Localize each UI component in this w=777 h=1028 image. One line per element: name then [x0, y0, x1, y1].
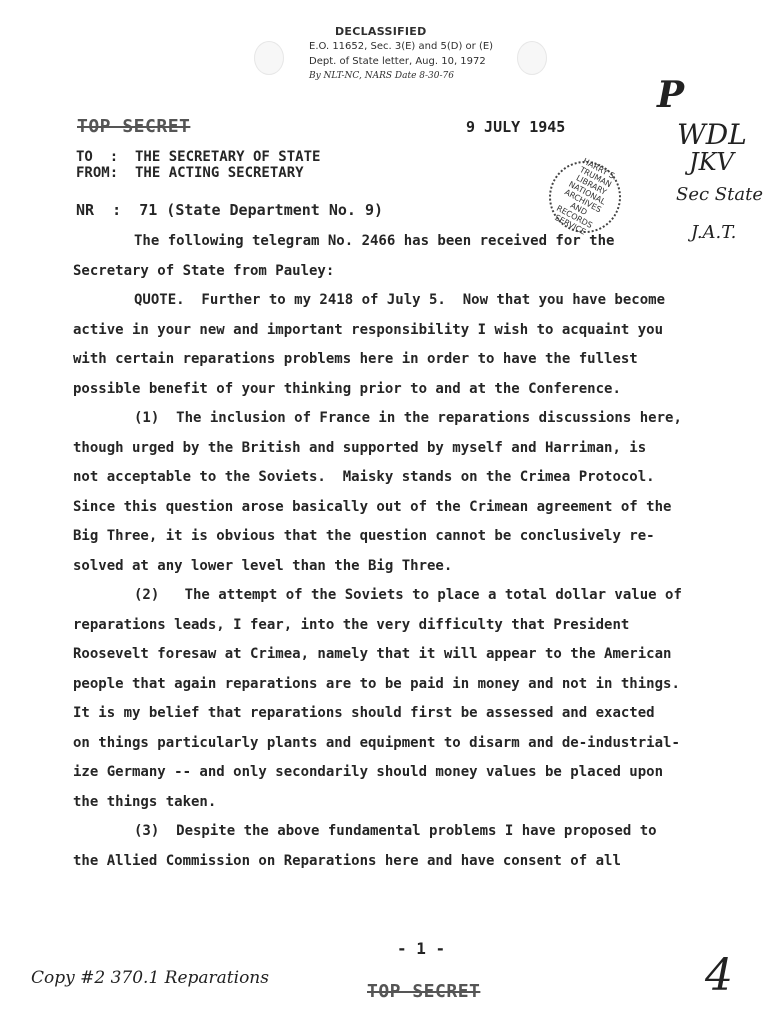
- body-line: reparations leads, I fear, into the very difficulty that President: [73, 616, 630, 633]
- body-line: not acceptable to the Soviets. Maisky stands on the Crimea Protocol.: [73, 469, 655, 485]
- body-line: (2) The attempt of the Soviets to place a total dollar value of: [134, 587, 682, 603]
- library-seal-text: HARRY S. TRUMAN LIBRARY NATIONAL ARCHIVES AND RECORDS SERVICE: [553, 156, 619, 237]
- body-line: solved at any lower level than the Big Three.: [73, 557, 453, 574]
- body-line: active in your new and important responsibility I wish to acquaint you: [73, 321, 664, 338]
- handwritten-jat: J.A.T.: [691, 222, 737, 243]
- body-line: The following telegram No. 2466 has been received for the: [134, 233, 615, 249]
- punch-hole-left: [254, 41, 284, 75]
- body-line: (3) Despite the above fundamental problems I have proposed to: [134, 823, 657, 839]
- page-number: - 1 -: [397, 939, 446, 958]
- declassification-stamp: [309, 24, 539, 84]
- handwritten-p: P: [657, 74, 685, 116]
- handwritten-wdl: WDL: [677, 118, 747, 151]
- body-line: It is my belief that reparations should first be assessed and exacted: [73, 705, 655, 721]
- header-from-line: FROM: THE ACTING SECRETARY: [76, 165, 304, 181]
- body-line: Secretary of State from Pauley:: [73, 262, 335, 279]
- telegram-body: [73, 227, 773, 876]
- handwritten-sec-state: Sec State: [676, 184, 763, 205]
- body-line: Roosevelt foresaw at Crimea, namely that it will appear to the American: [73, 646, 672, 662]
- body-line: with certain reparations problems here in order to have the fullest: [73, 351, 638, 367]
- header-nr-line: NR : 71 (State Department No. 9): [76, 201, 384, 219]
- body-line: Since this question arose basically out of the Crimean agreement of the: [73, 498, 672, 515]
- body-line: the Allied Commission on Reparations here and have consent of all: [73, 852, 621, 869]
- top-secret-marking-bottom: TOP SECRET: [367, 981, 481, 1002]
- body-line: the things taken.: [73, 793, 217, 810]
- handwritten-copy-reference: Copy #2 370.1 Reparations: [31, 968, 269, 988]
- declassified-title: DECLASSIFIED: [335, 25, 427, 38]
- body-line: QUOTE. Further to my 2418 of July 5. Now that you have become: [134, 292, 666, 308]
- body-line: ize Germany -- and only secondarily should money values be placed upon: [73, 764, 664, 780]
- body-line: possible benefit of your thinking prior to and at the Conference.: [73, 380, 621, 397]
- body-line: (1) The inclusion of France in the reparations discussions here,: [134, 410, 682, 426]
- body-line: on things particularly plants and equipment to disarm and de-industrial-: [73, 734, 680, 751]
- document-date: 9 JULY 1945: [466, 118, 566, 136]
- body-line: though urged by the British and supported by myself and Harriman, is: [73, 439, 647, 456]
- body-line: people that again reparations are to be paid in money and not in things.: [73, 675, 680, 692]
- header-to-line: TO : THE SECRETARY OF STATE: [76, 149, 321, 165]
- handwritten-page-corner-number: 4: [705, 950, 733, 1001]
- declassified-line-2: Dept. of State letter, Aug. 10, 1972: [309, 56, 486, 67]
- declassified-line-3: By NLT-NC, NARS Date 8-30-76: [309, 71, 454, 81]
- declassified-line-1: E.O. 11652, Sec. 3(E) and 5(D) or (E): [309, 41, 494, 52]
- body-line: Big Three, it is obvious that the question cannot be conclusively re-: [73, 528, 655, 544]
- top-secret-marking-top: TOP SECRET: [77, 116, 191, 137]
- handwritten-jkv: JKV: [689, 148, 734, 176]
